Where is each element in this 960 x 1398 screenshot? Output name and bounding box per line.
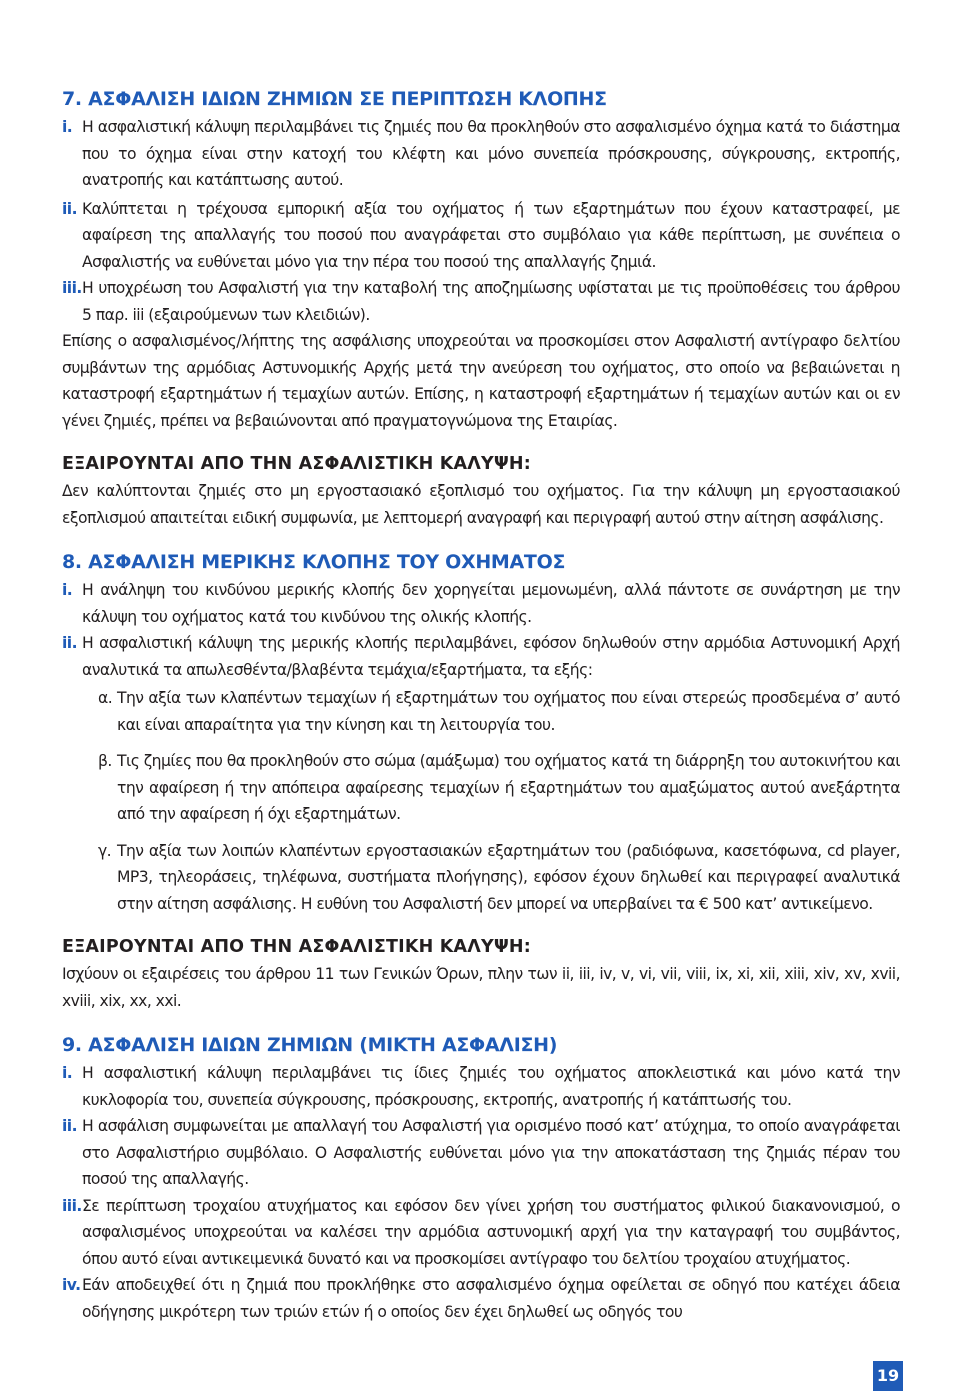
s9-item-3: [62, 1193, 900, 1273]
s8-item-2: [62, 630, 900, 683]
s8-item-2-text: Η ασφαλιστική κάλυψη της μερικής κλοπής περιλαμβάνει, εφόσον δηλωθούν στην αρμόδια Αστυνομική Αρχή αναλυτικά τα απωλεσθέντα/βλαβέντα τεμάχια/εξαρτήματα, τα εξής:: [82, 634, 900, 679]
s9-item-4-marker: iv.: [62, 1276, 81, 1294]
s8-subitem-a-text: Την αξία των κλαπέντων τεμαχίων ή εξαρτημάτων του οχήματος που είναι στερεώς προσδεμένα σ’ αυτό και είναι απαραίτητα για την κίνηση και τη λειτουργία του.: [117, 689, 900, 734]
s7-item-2-text: Καλύπτεται η τρέχουσα εμπορική αξία του οχήματος ή των εξαρτημάτων που έχουν καταστραφεί, με αφαίρεση της απαλλαγής του ποσού που αναγράφεται στο συμβόλαιο για κάθε περίπτωση, με συνέπεια ο Ασφαλιστής να ευθύνεται μόνο για την πέρα του ποσού της απαλλαγής ζημιά.: [82, 199, 900, 271]
s8-subitem-c-text: Την αξία των λοιπών κλαπέντων εργοστασιακών εξαρτημάτων του (ραδιόφωνα, κασετόφωνα, cd player, MP3, τηλεοράσεις, τηλέφωνα, συστήματα πλοήγησης), εφόσον έχουν δηλωθεί και περιγραφεί αναλυτικά στην αίτηση ασφάλισης. Η ευθύνη του Ασφαλιστή δεν μπορεί να υπερβαίνει τα € 500 κατ’ αντικείμενο.: [117, 841, 900, 913]
s9-item-4-text: Εάν αποδειχθεί ότι η ζημιά που προκλήθηκε στο ασφαλισμένο όχημα οφείλεται σε οδηγό που κατέχει άδεια οδήγησης μικρότερη των τριών ετών ή ο οποίος δεν έχει δηλωθεί ως οδηγός του: [82, 1276, 900, 1321]
s9-item-2: [62, 1113, 900, 1193]
s9-item-1-text: Η ασφαλιστική κάλυψη περιλαμβάνει τις ίδιες ζημιές του οχήματος αποκλειστικά και μόνο κατά την κυκλοφορία του, συνεπεία σύγκρουσης, πρόσκρουσης, εκτροπής, ανατροπής ή κατάπτωσής του.: [82, 1064, 900, 1109]
s7-item-3-marker: iii.: [62, 279, 82, 297]
s9-item-2-text: Η ασφάλιση συμφωνείται με απαλλαγή του Ασφαλιστή για ορισμένο ποσό κατ’ ατύχημα, το οποίο αναγράφεται στο Ασφαλιστήριο συμβόλαιο. Ο Ασφαλιστής ευθύνεται μόνο για την αποκατάσταση της ζημιάς πέραν του ποσού της απαλλαγής.: [82, 1117, 900, 1188]
s8-exclusions-title: ΕΞΑΙΡΟΥΝΤΑΙ ΑΠΟ ΤΗΝ ΑΣΦΑΛΙΣΤΙΚΗ ΚΑΛΥΨΗ:: [62, 937, 531, 957]
section-9-title: 9. ΑΣΦΑΛΙΣΗ ΙΔΙΩΝ ΖΗΜΙΩΝ (ΜΙΚΤΗ ΑΣΦΑΛΙΣΗ): [62, 1034, 558, 1056]
s7-item-1-text: Η ασφαλιστική κάλυψη περιλαμβάνει τις ζημιές που θα προκληθούν στο ασφαλισμένο όχημα κατά το διάστημα που το όχημα είναι στην κατοχή του κλέφτη και μόνο συνεπεία πρόσκρουσης, σύγκρουσης, εκτροπής, ανατροπής και κατάπτωσης αυτού.: [82, 118, 900, 189]
s8-subitem-b: [80, 748, 900, 828]
s7-item-3: [62, 275, 900, 328]
s8-subitem-b-marker: β.: [98, 752, 112, 770]
s7-exclusions-text: Δεν καλύπτονται ζημιές στο μη εργοστασιακό εξοπλισμό του οχήματος. Για την κάλυψη μη εργοστασιακού εξοπλισμού απαιτείται ειδική συμφωνία, με λεπτομερή αναγραφή και περιγραφή αυτού στην αίτηση ασφάλισης.: [62, 482, 900, 527]
s7-item-1: [62, 114, 900, 194]
s7-exclusions-title: ΕΞΑΙΡΟΥΝΤΑΙ ΑΠΟ ΤΗΝ ΑΣΦΑΛΙΣΤΙΚΗ ΚΑΛΥΨΗ:: [62, 454, 531, 474]
page-content: [62, 84, 900, 1325]
section-8-title: 8. ΑΣΦΑΛΙΣΗ ΜΕΡΙΚΗΣ ΚΛΟΠΗΣ ΤΟΥ ΟΧΗΜΑΤΟΣ: [62, 551, 566, 573]
s8-subitem-a-marker: α.: [98, 689, 113, 707]
s9-item-1: [62, 1060, 900, 1113]
s8-item-1: [62, 577, 900, 630]
s7-item-2: [62, 196, 900, 276]
s9-item-2-marker: ii.: [62, 1117, 77, 1135]
s7-paragraph: Επίσης ο ασφαλισμένος/λήπτης της ασφάλισης υποχρεούται να προσκομίσει στον Ασφαλιστή αντίγραφο δελτίου συμβάντων της αρμόδιας Αστυνομικής Αρχής μετά την ανεύρεση του οχήματος, στο οποίο να βεβαιώνεται η καταστροφή εξαρτημάτων ή τεμαχίων αυτών. Επίσης, η καταστροφή εξαρτημάτων ή τεμαχίων αυτών και οι εν γένει ζημιές, πρέπει να βεβαιώνονται από πραγματογνώμονα της Εταιρίας.: [62, 332, 900, 430]
s9-item-4: [62, 1272, 900, 1325]
section-7-title: 7. ΑΣΦΑΛΙΣΗ ΙΔΙΩΝ ΖΗΜΙΩΝ ΣΕ ΠΕΡΙΠΤΩΣΗ ΚΛΟΠΗΣ: [62, 88, 607, 110]
s8-item-1-marker: i.: [62, 581, 73, 599]
s8-subitem-c-marker: γ.: [98, 841, 112, 860]
s8-subitem-b-text: Τις ζημίες που θα προκληθούν στο σώμα (αμάξωμα) του οχήματος κατά τη διάρρηξη του αυτοκινήτου και την αφαίρεση ή την απόπειρα αφαίρεσης τεμαχίων ή εξαρτημάτων του αμαξώματος αυτού ανεξάρτητα από την αφαίρεση ή όχι εξαρτημάτων.: [117, 752, 900, 823]
s9-item-1-marker: i.: [62, 1064, 73, 1082]
page-number-badge: 19: [873, 1361, 903, 1391]
s8-subitem-c: [80, 838, 900, 918]
s7-item-3-text: Η υποχρέωση του Ασφαλιστή για την καταβολή της αποζημίωσης υφίσταται με τις προϋποθέσεις του άρθρου 5 παρ. iii (εξαιρούμενων των κλειδιών).: [82, 279, 900, 324]
s9-item-3-marker: iii.: [62, 1196, 82, 1215]
s8-exclusions-text: Ισχύουν οι εξαιρέσεις του άρθρου 11 των Γενικών Όρων, πλην των ii, iii, iv, v, vi, vii, viii, ix, xi, xii, xiii, xiv, xv, xvii, xviii, xix, xx, xxi.: [62, 965, 900, 1010]
s8-item-2-marker: ii.: [62, 634, 77, 652]
s9-item-3-text: Σε περίπτωση τροχαίου ατυχήματος και εφόσον δεν γίνει χρήση του συστήματος φιλικού διακανονισμού, ο ασφαλισμένος υποχρεούται να καλέσει την αρμόδια αστυνομική αρχή για την καταγραφή του συμβάντος, όπου αυτό είναι αντικειμενικά δυνατό και να προσκομίσει αντίγραφο του δελτίου τροχαίου ατυχήματος.: [82, 1196, 900, 1268]
s8-item-1-text: Η ανάληψη του κινδύνου μερικής κλοπής δεν χορηγείται μεμονωμένη, αλλά πάντοτε σε συνάρτηση με την κάλυψη του οχήματος κατά του κινδύνου της ολικής κλοπής.: [82, 581, 900, 626]
s8-subitem-a: [80, 685, 900, 738]
s7-item-1-marker: i.: [62, 118, 73, 136]
s7-item-2-marker: ii.: [62, 199, 77, 218]
